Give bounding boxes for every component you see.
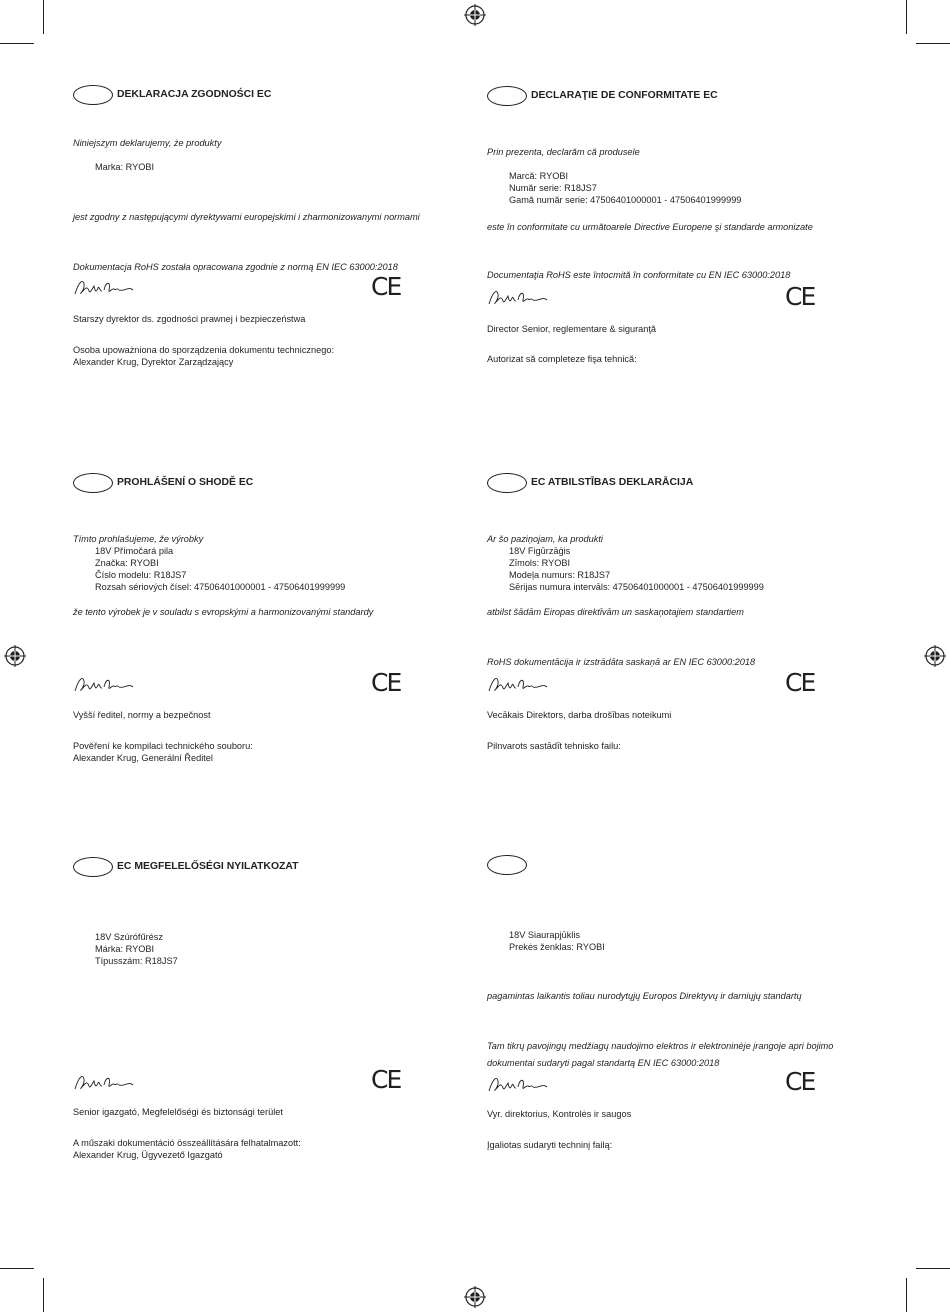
language-oval bbox=[487, 86, 527, 106]
rohs-text-line-1: Tam tikrų pavojingų medžiagų naudojimo elektros ir elektroninėje įrangoje apri bojimo bbox=[487, 1041, 834, 1051]
product-line: Număr serie: R18JS7 bbox=[509, 183, 597, 193]
authorized-text: Autorizat să completeze fişa tehnică: bbox=[487, 354, 637, 364]
section-ro bbox=[487, 86, 907, 466]
signatory-title: Vecākais Direktors, darba drošības noteikumi bbox=[487, 710, 672, 720]
product-line: 18V Figūrzāģis bbox=[509, 546, 571, 556]
registration-mark-top-icon bbox=[464, 4, 486, 26]
section-lt bbox=[487, 855, 907, 1235]
registration-mark-bottom-icon bbox=[464, 1286, 486, 1308]
section-header bbox=[487, 855, 907, 877]
intro-text: Prin prezenta, declarăm că produsele bbox=[487, 147, 640, 157]
directives-text: atbilst šādām Eiropas direktīvām un saskaņotajiem standartiem bbox=[487, 607, 744, 617]
signature-icon bbox=[73, 1072, 137, 1094]
product-line: 18V Szúrófűrész bbox=[95, 932, 163, 942]
signature-icon bbox=[73, 277, 137, 299]
ce-mark: CE bbox=[785, 668, 815, 697]
section-header bbox=[73, 85, 493, 107]
ce-mark: CE bbox=[785, 282, 815, 311]
language-oval bbox=[487, 473, 527, 493]
product-line: Značka: RYOBI bbox=[95, 558, 159, 568]
language-oval bbox=[73, 857, 113, 877]
signatory-title: Senior igazgató, Megfelelőségi és biztonsági terület bbox=[73, 1107, 283, 1117]
product-line: Rozsah sériových čísel: 47506401000001 - 47506401999999 bbox=[95, 582, 346, 592]
ce-mark: CE bbox=[371, 668, 401, 697]
crop-mark-bottom-right-h bbox=[916, 1268, 950, 1269]
crop-mark-bottom-right bbox=[906, 1278, 907, 1312]
product-line: Zīmols: RYOBI bbox=[509, 558, 571, 568]
intro-text: Ar šo paziņojam, ka produkti bbox=[487, 534, 603, 544]
authorized-text: Įgaliotas sudaryti techninį failą: bbox=[487, 1140, 613, 1150]
signatory-title: Starszy dyrektor ds. zgodności prawnej i bezpieczeństwa bbox=[73, 314, 306, 324]
section-header bbox=[487, 86, 907, 108]
crop-mark-top-left-h bbox=[0, 43, 34, 44]
section-title: DEKLARACJA ZGODNOŚCI EC bbox=[117, 89, 272, 100]
registration-mark-left-icon bbox=[4, 645, 26, 667]
section-title: PROHLÁŠENÍ O SHODĚ EC bbox=[117, 477, 254, 488]
section-title: DECLARAŢIE DE CONFORMITATE EC bbox=[531, 90, 718, 101]
intro-text: Tímto prohlašujeme, že výrobky bbox=[73, 534, 204, 544]
crop-mark-bottom-left bbox=[43, 1278, 44, 1312]
section-header bbox=[73, 857, 493, 879]
section-hu bbox=[73, 857, 493, 1237]
signatory-title: Director Senior, reglementare & siguranţă bbox=[487, 324, 657, 334]
directives-text: pagamintas laikantis toliau nurodytųjų Europos Direktyvų ir darniųjų standartų bbox=[487, 991, 802, 1001]
crop-mark-top-right-h bbox=[916, 43, 950, 44]
language-oval bbox=[73, 85, 113, 105]
section-header bbox=[487, 473, 907, 495]
product-line: Típusszám: R18JS7 bbox=[95, 956, 178, 966]
intro-text: Niniejszym deklarujemy, że produkty bbox=[73, 138, 222, 148]
registration-mark-right-icon bbox=[924, 645, 946, 667]
ce-mark: CE bbox=[371, 272, 401, 301]
product-line: Marka: RYOBI bbox=[95, 162, 155, 172]
directives-text: este în conformitate cu următoarele Directive Europene şi standarde armonizate bbox=[487, 222, 813, 232]
section-title: EC MEGFELELŐSÉGI NYILATKOZAT bbox=[117, 861, 299, 872]
crop-mark-top-left bbox=[43, 0, 44, 34]
authorized-text: Pilnvarots sastādīt tehnisko failu: bbox=[487, 741, 621, 751]
product-line: Marcă: RYOBI bbox=[509, 171, 569, 181]
product-line: Číslo modelu: R18JS7 bbox=[95, 570, 187, 580]
language-oval bbox=[487, 855, 527, 875]
authorized-text: A műszaki dokumentáció összeállítására felhatalmazott: bbox=[73, 1138, 301, 1148]
crop-mark-bottom-left-h bbox=[0, 1268, 34, 1269]
rohs-text-line-2: dokumentai sudaryti pagal standartą EN IEC 63000:2018 bbox=[487, 1058, 720, 1068]
section-cz bbox=[73, 473, 493, 853]
signatory-title: Vyšší ředitel, normy a bezpečnost bbox=[73, 710, 211, 720]
rohs-text: RoHS dokumentācija ir izstrādāta saskaņā ar EN IEC 63000:2018 bbox=[487, 657, 756, 667]
signature-icon bbox=[487, 674, 551, 696]
authorized-name: Alexander Krug, Generální Ředitel bbox=[73, 753, 213, 763]
signatory-title: Vyr. direktorius, Kontrolės ir saugos bbox=[487, 1109, 632, 1119]
authorized-text: Pověření ke kompilaci technického souboru: bbox=[73, 741, 253, 751]
product-line: Prekės ženklas: RYOBI bbox=[509, 942, 605, 952]
section-header bbox=[73, 473, 493, 495]
authorized-name: Alexander Krug, Dyrektor Zarządzający bbox=[73, 357, 234, 367]
directives-text: že tento výrobek je v souladu s evropskými a harmonizovanými standardy bbox=[73, 607, 374, 617]
ce-mark: CE bbox=[371, 1065, 401, 1094]
authorized-text: Osoba upoważniona do sporządzenia dokumentu technicznego: bbox=[73, 345, 335, 355]
rohs-text: Dokumentacja RoHS została opracowana zgodnie z normą EN IEC 63000:2018 bbox=[73, 262, 398, 272]
signature-icon bbox=[73, 674, 137, 696]
signature-icon bbox=[487, 1074, 551, 1096]
product-line: Modeļa numurs: R18JS7 bbox=[509, 570, 611, 580]
product-line: Márka: RYOBI bbox=[95, 944, 155, 954]
section-lv bbox=[487, 473, 907, 853]
directives-text: jest zgodny z następującymi dyrektywami europejskimi i zharmonizowanymi normami bbox=[73, 212, 420, 222]
product-line: 18V Přímočará pila bbox=[95, 546, 174, 556]
section-title: EC ATBILSTĪBAS DEKLARĀCIJA bbox=[531, 477, 694, 488]
product-line: Sērijas numura intervāls: 47506401000001 - 47506401999999 bbox=[509, 582, 764, 592]
signature-icon bbox=[487, 287, 551, 309]
section-pl bbox=[73, 85, 493, 465]
product-line: Gamă număr serie: 47506401000001 - 47506401999999 bbox=[509, 195, 742, 205]
ce-mark: CE bbox=[785, 1067, 815, 1096]
rohs-text: Documentaţia RoHS este întocmită în conformitate cu EN IEC 63000:2018 bbox=[487, 270, 791, 280]
authorized-name: Alexander Krug, Ügyvezető Igazgató bbox=[73, 1150, 223, 1160]
crop-mark-top-right bbox=[906, 0, 907, 34]
language-oval bbox=[73, 473, 113, 493]
product-line: 18V Siaurapjūklis bbox=[509, 930, 580, 940]
